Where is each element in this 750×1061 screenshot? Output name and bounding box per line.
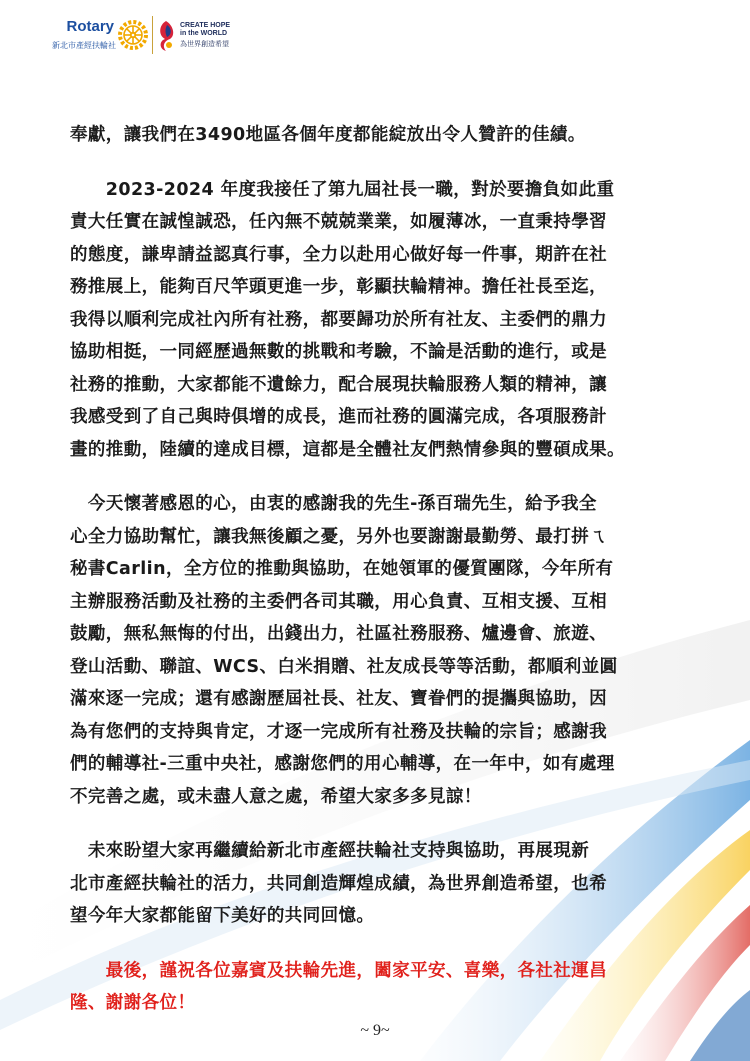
create-hope-logo-icon xyxy=(156,19,176,53)
text-line: 我感受到了自己與時俱增的成長，進而社務的圓滿完成，各項服務計 xyxy=(70,407,607,427)
text-line: 秘書Carlin，全方位的推動與協助，在她領軍的優質團隊，今年所有 xyxy=(70,559,614,579)
text-line: 我得以順利完成社內所有社務，都要歸功於所有社友、主委們的鼎力 xyxy=(70,309,607,330)
text-line: 的態度，謙卑請益認真行事，全力以赴用心做好每一件事，期許在社 xyxy=(70,244,607,265)
paragraph-3 xyxy=(70,488,688,813)
theme-line-1: CREATE HOPE xyxy=(180,22,231,29)
paragraph-4 xyxy=(70,835,688,933)
paragraph-1 xyxy=(70,119,688,152)
text-line: 們的輔導社-三重中央社，感謝您們的用心輔導，在一年中，如有處理 xyxy=(70,754,615,774)
text-line: 社務的推動，大家都能不遺餘力，配合展現扶輪服務人類的精神，讓 xyxy=(70,374,607,395)
text-line: 隆、謝謝各位！ xyxy=(70,993,196,1013)
text-line: 奉獻，讓我們在3490地區各個年度都能綻放出令人贊許的佳績。 xyxy=(70,125,586,145)
text-line: 心全力協助幫忙，讓我無後顧之憂，另外也要謝謝最勤勞、最打拼ㄟ xyxy=(70,526,607,547)
text-line: 滿來逐一完成；還有感謝歷屆社長、社友、寶眷們的提攜與協助，因 xyxy=(70,689,607,709)
text-line: 務推展上，能夠百尺竿頭更進一步，彰顯扶輪精神。擔任社長至迄， xyxy=(70,277,607,297)
closing-paragraph xyxy=(70,955,688,1020)
text-line: 最後，謹祝各位嘉賓及扶輪先進，闔家平安、喜樂，各社社運昌 xyxy=(70,960,607,981)
text-line: 畫的推動，陸續的達成目標，這都是全體社友們熱情參與的豐碩成果。 xyxy=(70,439,625,460)
text-line: 望今年大家都能留下美好的共同回憶。 xyxy=(70,906,375,926)
theme-line-3: 為世界創造希望 xyxy=(180,41,229,48)
rotary-wheel-icon xyxy=(116,18,150,52)
text-line: 不完善之處，或未盡人意之處，希望大家多多見諒！ xyxy=(70,786,482,807)
text-line: 未來盼望大家再繼續給新北市產經扶輪社支持與協助，再展現新 xyxy=(70,841,590,861)
text-line: 鼓勵，無私無悔的付出，出錢出力，社區社務服務、爐邊會、旅遊、 xyxy=(70,624,607,644)
theme-line-2: in the WORLD xyxy=(180,30,228,37)
rotary-wordmark: Rotary xyxy=(66,18,114,35)
text-line: 責大任實在誠惶誠恐，任內無不兢兢業業，如履薄冰，一直秉持學習 xyxy=(70,212,607,232)
page-number: ~ 9~ xyxy=(360,1022,390,1039)
text-line: 2023-2024 年度我接任了第九屆社長一職，對於要擔負如此重 xyxy=(70,179,615,200)
text-line: 為有您們的支持與肯定，才逐一完成所有社務及扶輪的宗旨；感謝我 xyxy=(70,721,607,742)
text-line: 登山活動、聯誼、WCS、白米捐贈、社友成長等等活動，都順利並圓 xyxy=(70,656,618,677)
text-line: 主辦服務活動及社務的主委們各司其職，用心負責、互相支援、互相 xyxy=(70,591,607,612)
text-line: 協助相挺，一同經歷過無數的挑戰和考驗，不論是活動的進行，或是 xyxy=(70,342,607,362)
club-name: 新北市產經扶輪社 xyxy=(52,41,116,50)
logo-divider xyxy=(152,16,153,54)
text-line: 今天懷著感恩的心，由衷的感謝我的先生-孫百瑞先生，給予我全 xyxy=(70,494,597,514)
text-line: 北市產經扶輪社的活力，共同創造輝煌成績，為世界創造希望，也希 xyxy=(70,873,607,894)
letter-body xyxy=(70,119,688,1020)
paragraph-2 xyxy=(70,174,688,467)
